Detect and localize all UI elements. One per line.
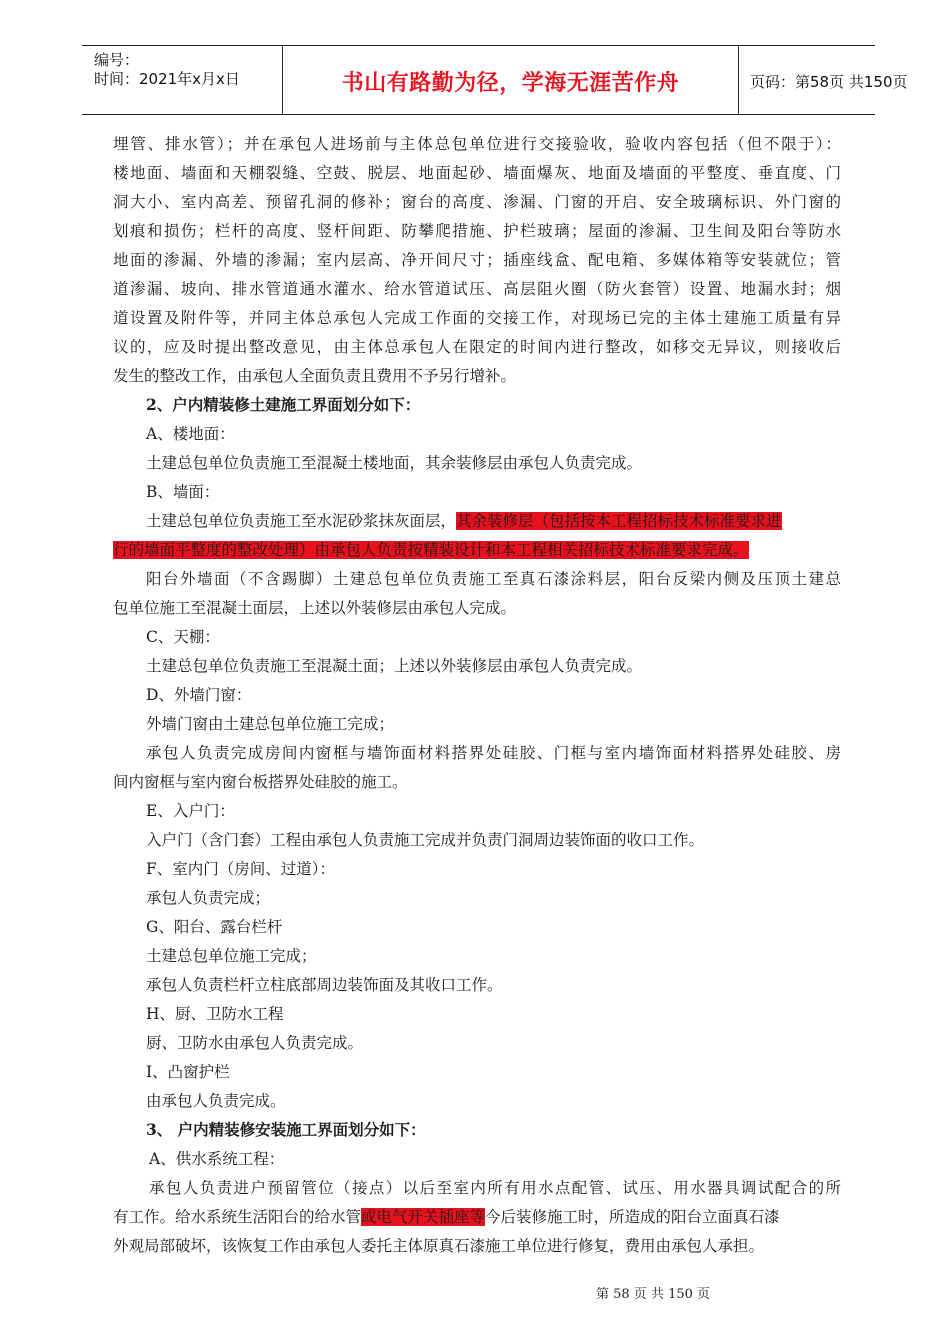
body-line: 发生的整改工作，由承包人全面负责且费用不予另行增补。 bbox=[113, 367, 517, 385]
header-motto: 书山有路勤为径，学海无涯苦作舟 bbox=[341, 71, 680, 96]
body-line: 洞大小、室内高差、预留孔洞的修补；窗台的高度、渗漏、门窗的开启、安全玻璃标识、外门窗的 bbox=[113, 193, 841, 211]
item-title-i: I、凸窗护栏 bbox=[146, 1063, 230, 1081]
item-text-a: 土建总包单位负责施工至混凝土楼地面，其余装修层由承包人负责完成。 bbox=[146, 454, 643, 472]
section-heading-3: 3、 户内精装修安装施工界面划分如下： bbox=[146, 1120, 426, 1139]
body-line: 地面的渗漏、外墙的渗漏；室内层高、净开间尺寸；插座线盒、配电箱、多媒体箱等安装就位；管 bbox=[113, 251, 841, 269]
item-title-supply: A、供水系统工程： bbox=[149, 1150, 285, 1168]
body-line: 楼地面、墙面和天棚裂缝、空鼓、脱层、地面起砂、墙面爆灰、地面及墙面的平整度、垂直度、门 bbox=[113, 164, 841, 182]
highlighted-text: 行的墙面平整度的整改处理）由承包人负责按精装设计和本工程相关招标技术标准要求完成。 bbox=[113, 541, 749, 559]
header-right-cell bbox=[738, 46, 908, 114]
body-line: 埋管、排水管）；并在承包人进场前与主体总包单位进行交接验收，验收内容包括（但不限于）： bbox=[113, 135, 841, 153]
header-center-cell bbox=[282, 46, 739, 114]
item-text-h: 厨、卫防水由承包人负责完成。 bbox=[146, 1034, 364, 1052]
item-title-d: D、外墙门窗： bbox=[146, 686, 252, 704]
body-line: 外观局部破坏，该恢复工作由承包人委托主体原真石漆施工单位进行修复，费用由承包人承担。 bbox=[113, 1237, 765, 1255]
item-text-i: 由承包人负责完成。 bbox=[146, 1092, 286, 1110]
item-text-g: 承包人负责栏杆立柱底部周边装饰面及其收口工作。 bbox=[146, 976, 503, 994]
item-title-b: B、墙面： bbox=[146, 483, 220, 501]
body-line: 议的，应及时提出整改意见，由主体总承包人在限定的时间内进行整改，如移交无异议，则接收后 bbox=[113, 338, 841, 356]
body-line: 承包人负责完成房间内窗框与墙饰面材料搭界处硅胶、门框与室内墙饰面材料搭界处硅胶、房 bbox=[146, 744, 841, 762]
item-title-f: F、室内门（房间、过道）： bbox=[146, 860, 336, 878]
item-text-b: 土建总包单位负责施工至水泥砂浆抹灰面层，其余装修层（包括按本工程招标技术标准要求进 bbox=[146, 512, 782, 530]
item-title-e: E、入户门： bbox=[146, 802, 235, 820]
section-heading-2: 2、户内精装修土建施工界面划分如下： bbox=[146, 395, 421, 414]
body-line: 道渗漏、坡向、排水管道通水灌水、给水管道试压、高层阻火圈（防火套管）设置、地漏水封；烟 bbox=[113, 280, 841, 298]
page-header bbox=[82, 45, 908, 115]
item-text-e: 入户门（含门套）工程由承包人负责施工完成并负责门洞周边装饰面的收口工作。 bbox=[146, 831, 705, 849]
item-text-d: 外墙门窗由土建总包单位施工完成； bbox=[146, 715, 395, 733]
item-text-g: 土建总包单位施工完成； bbox=[146, 947, 317, 965]
page-footer: 第 58 页 共 150 页 bbox=[596, 1287, 711, 1302]
item-title-a: A、楼地面： bbox=[146, 425, 235, 443]
body-line: 划痕和损伤；栏杆的高度、竖杆间距、防攀爬措施、护栏玻璃；屋面的渗漏、卫生间及阳台等防水 bbox=[113, 222, 841, 240]
body-line: 包单位施工至混凝土面层，上述以外装修层由承包人完成。 bbox=[113, 599, 517, 617]
body-line: 有工作。给水系统生活阳台的给水管或电气开关插座等今后装修施工时，所造成的阳台立面真石漆 bbox=[113, 1208, 780, 1226]
header-left-cell bbox=[82, 46, 282, 114]
item-text-f: 承包人负责完成； bbox=[146, 889, 271, 907]
body-line: 阳台外墙面（不含踢脚）土建总包单位负责施工至真石漆涂料层，阳台反梁内侧及压顶土建总 bbox=[146, 570, 841, 588]
highlighted-text: 其余装修层（包括按本工程招标技术标准要求进 bbox=[456, 512, 782, 530]
header-page-info: 页码：第58页 共150页 bbox=[750, 73, 908, 91]
body-line: 承包人负责进户预留管位（接点）以后至室内所有用水点配管、试压、用水器具调试配合的所 bbox=[149, 1179, 841, 1197]
item-title-g: G、阳台、露台栏杆 bbox=[146, 918, 283, 936]
item-title-h: H、厨、卫防水工程 bbox=[146, 1005, 284, 1023]
item-text-b-cont bbox=[113, 539, 749, 561]
item-text-c: 土建总包单位负责施工至混凝土面；上述以外装修层由承包人负责完成。 bbox=[146, 657, 643, 675]
highlighted-text: 或电气开关插座等 bbox=[361, 1208, 486, 1226]
item-title-c: C、天棚： bbox=[146, 628, 220, 646]
body-line: 道设置及附件等，并同主体总承包人完成工作面的交接工作，对现场已完的主体土建施工质量有异 bbox=[113, 309, 841, 327]
document-number-label: 编号： bbox=[94, 51, 140, 69]
document-time-label: 时间：2021年x月x日 bbox=[94, 70, 240, 88]
body-line: 间内窗框与室内窗台板搭界处硅胶的施工。 bbox=[113, 773, 408, 791]
